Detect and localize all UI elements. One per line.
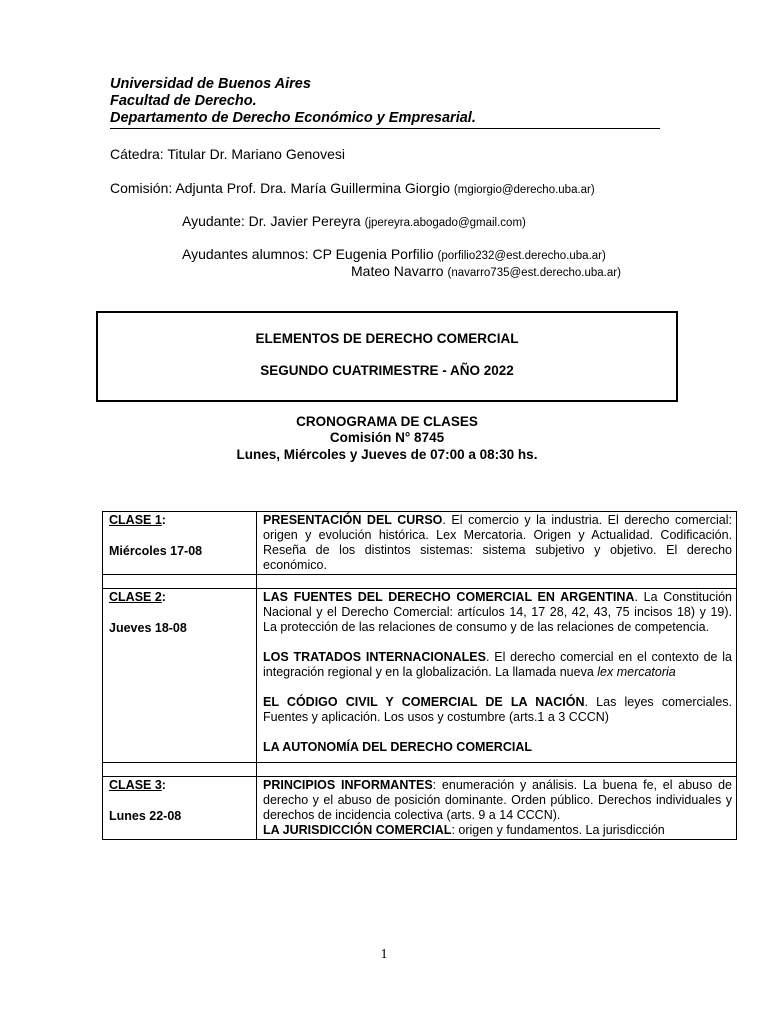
topic-paragraph [263,650,732,680]
class-content-cell [257,512,737,575]
course-term: SEGUNDO CUATRIMESTRE - AÑO 2022 [260,363,514,378]
topic-heading: LOS TRATADOS INTERNACIONALES [263,650,486,664]
topic-paragraph [263,823,732,838]
topic-text: . El derecho comercial en el contexto de la integración regional y en la globalización. La llamada nueva [263,650,732,679]
class-schedule-table [102,511,737,840]
topic-paragraph [263,695,732,725]
course-title: ELEMENTOS DE DERECHO COMERCIAL [255,331,519,346]
table-row [103,589,737,763]
topic-heading: LA AUTONOMÍA DEL DERECHO COMERCIAL [263,740,532,754]
header-rule [110,128,660,129]
alumnos-email: (porfilio232@est.derecho.uba.ar) [437,250,606,262]
class-label-cell: CLASE 2: Jueves 18-08 [103,589,257,763]
cronograma-comision: Comisión N° 8745 [329,430,445,445]
alumno2-email: (navarro735@est.derecho.uba.ar) [447,267,621,279]
ayudante-email: (jpereyra.abogado@gmail.com) [364,217,526,229]
topic-paragraph [263,740,732,755]
cronograma-schedule: Lunes, Miércoles y Jueves de 07:00 a 08:30 hs. [236,447,538,462]
class-date: Miércoles 17-08 [109,544,203,558]
class-number: CLASE 3 [109,778,162,792]
comision-text: Comisión: Adjunta Prof. Dra. María Guillermina Giorgio [110,180,451,196]
course-title-box [96,311,678,402]
alumno2-line [351,263,621,282]
topic-heading: PRESENTACIÓN DEL CURSO [263,513,443,527]
topic-heading: PRINCIPIOS INFORMANTES [263,778,433,792]
ayudante-line [182,213,526,232]
class-label-cell: CLASE 3: Lunes 22-08 [103,777,257,840]
topic-paragraph [263,590,732,635]
topic-text: : enumeración y análisis. La buena fe, el abuso de derecho y el abuso de posición dominante. Orden público. Derechos individuales y derechos de incidencia colectiva (arts. 9 a 14 CCCN). [263,778,732,822]
spacer-row [103,763,737,777]
page-number: 1 [380,947,388,962]
topic-text: : origen y fundamentos. La jurisdicción [451,823,665,837]
faculty-name: Facultad de Derecho. [110,93,257,109]
class-label-cell: CLASE 1: Miércoles 17-08 [103,512,257,575]
table-row [103,777,737,840]
class-content-cell [257,777,737,840]
university-name: Universidad de Buenos Aires [110,76,311,92]
topic-heading: EL CÓDIGO CIVIL Y COMERCIAL DE LA NACIÓN [263,695,585,709]
ayudante-text: Ayudante: Dr. Javier Pereyra [182,213,361,229]
catedra-text: Cátedra: Titular Dr. Mariano Genovesi [110,146,345,162]
topic-paragraph [263,778,732,823]
department-name: Departamento de Derecho Económico y Empresarial. [110,110,476,126]
topic-italic: lex mercatoria [597,665,676,679]
cronograma-title: CRONOGRAMA DE CLASES [296,414,478,429]
alumno2-name: Mateo Navarro [351,263,444,279]
class-date: Jueves 18-08 [109,621,187,635]
class-number: CLASE 2 [109,590,162,604]
topic-paragraph [263,513,732,573]
comision-email: (mgiorgio@derecho.uba.ar) [453,184,595,196]
topic-text: . La Constitución Nacional y el Derecho Comercial: artículos 14, 17 28, 42, 43, 75 incisos 18) y 19). La protección de las relaciones de consumo y de las relaciones de competencia. [263,590,733,634]
comision-line [110,180,595,199]
class-date: Lunes 22-08 [109,809,182,823]
topic-heading: LA JURISDICCIÓN COMERCIAL [263,823,452,837]
catedra-line [110,146,345,163]
spacer-row [103,575,737,589]
class-content-cell [257,589,737,763]
alumnos-text: Ayudantes alumnos: CP Eugenia Porfilio [182,246,434,262]
topic-text: . Las leyes comerciales. Fuentes y aplicación. Los usos y costumbre (arts.1 a 3 CCCN) [263,695,732,724]
topic-text: . El comercio y la industria. El derecho comercial: origen y evolución histórica. Lex Mercatoria. Origen y Actualidad. Codificación. Reseña de los distintos sistemas: sistema subjetivo y objetivo. El derecho económico. [263,513,732,572]
class-number: CLASE 1 [109,513,162,527]
topic-heading: LAS FUENTES DEL DERECHO COMERCIAL EN ARGENTINA [263,590,635,604]
table-row [103,512,737,575]
